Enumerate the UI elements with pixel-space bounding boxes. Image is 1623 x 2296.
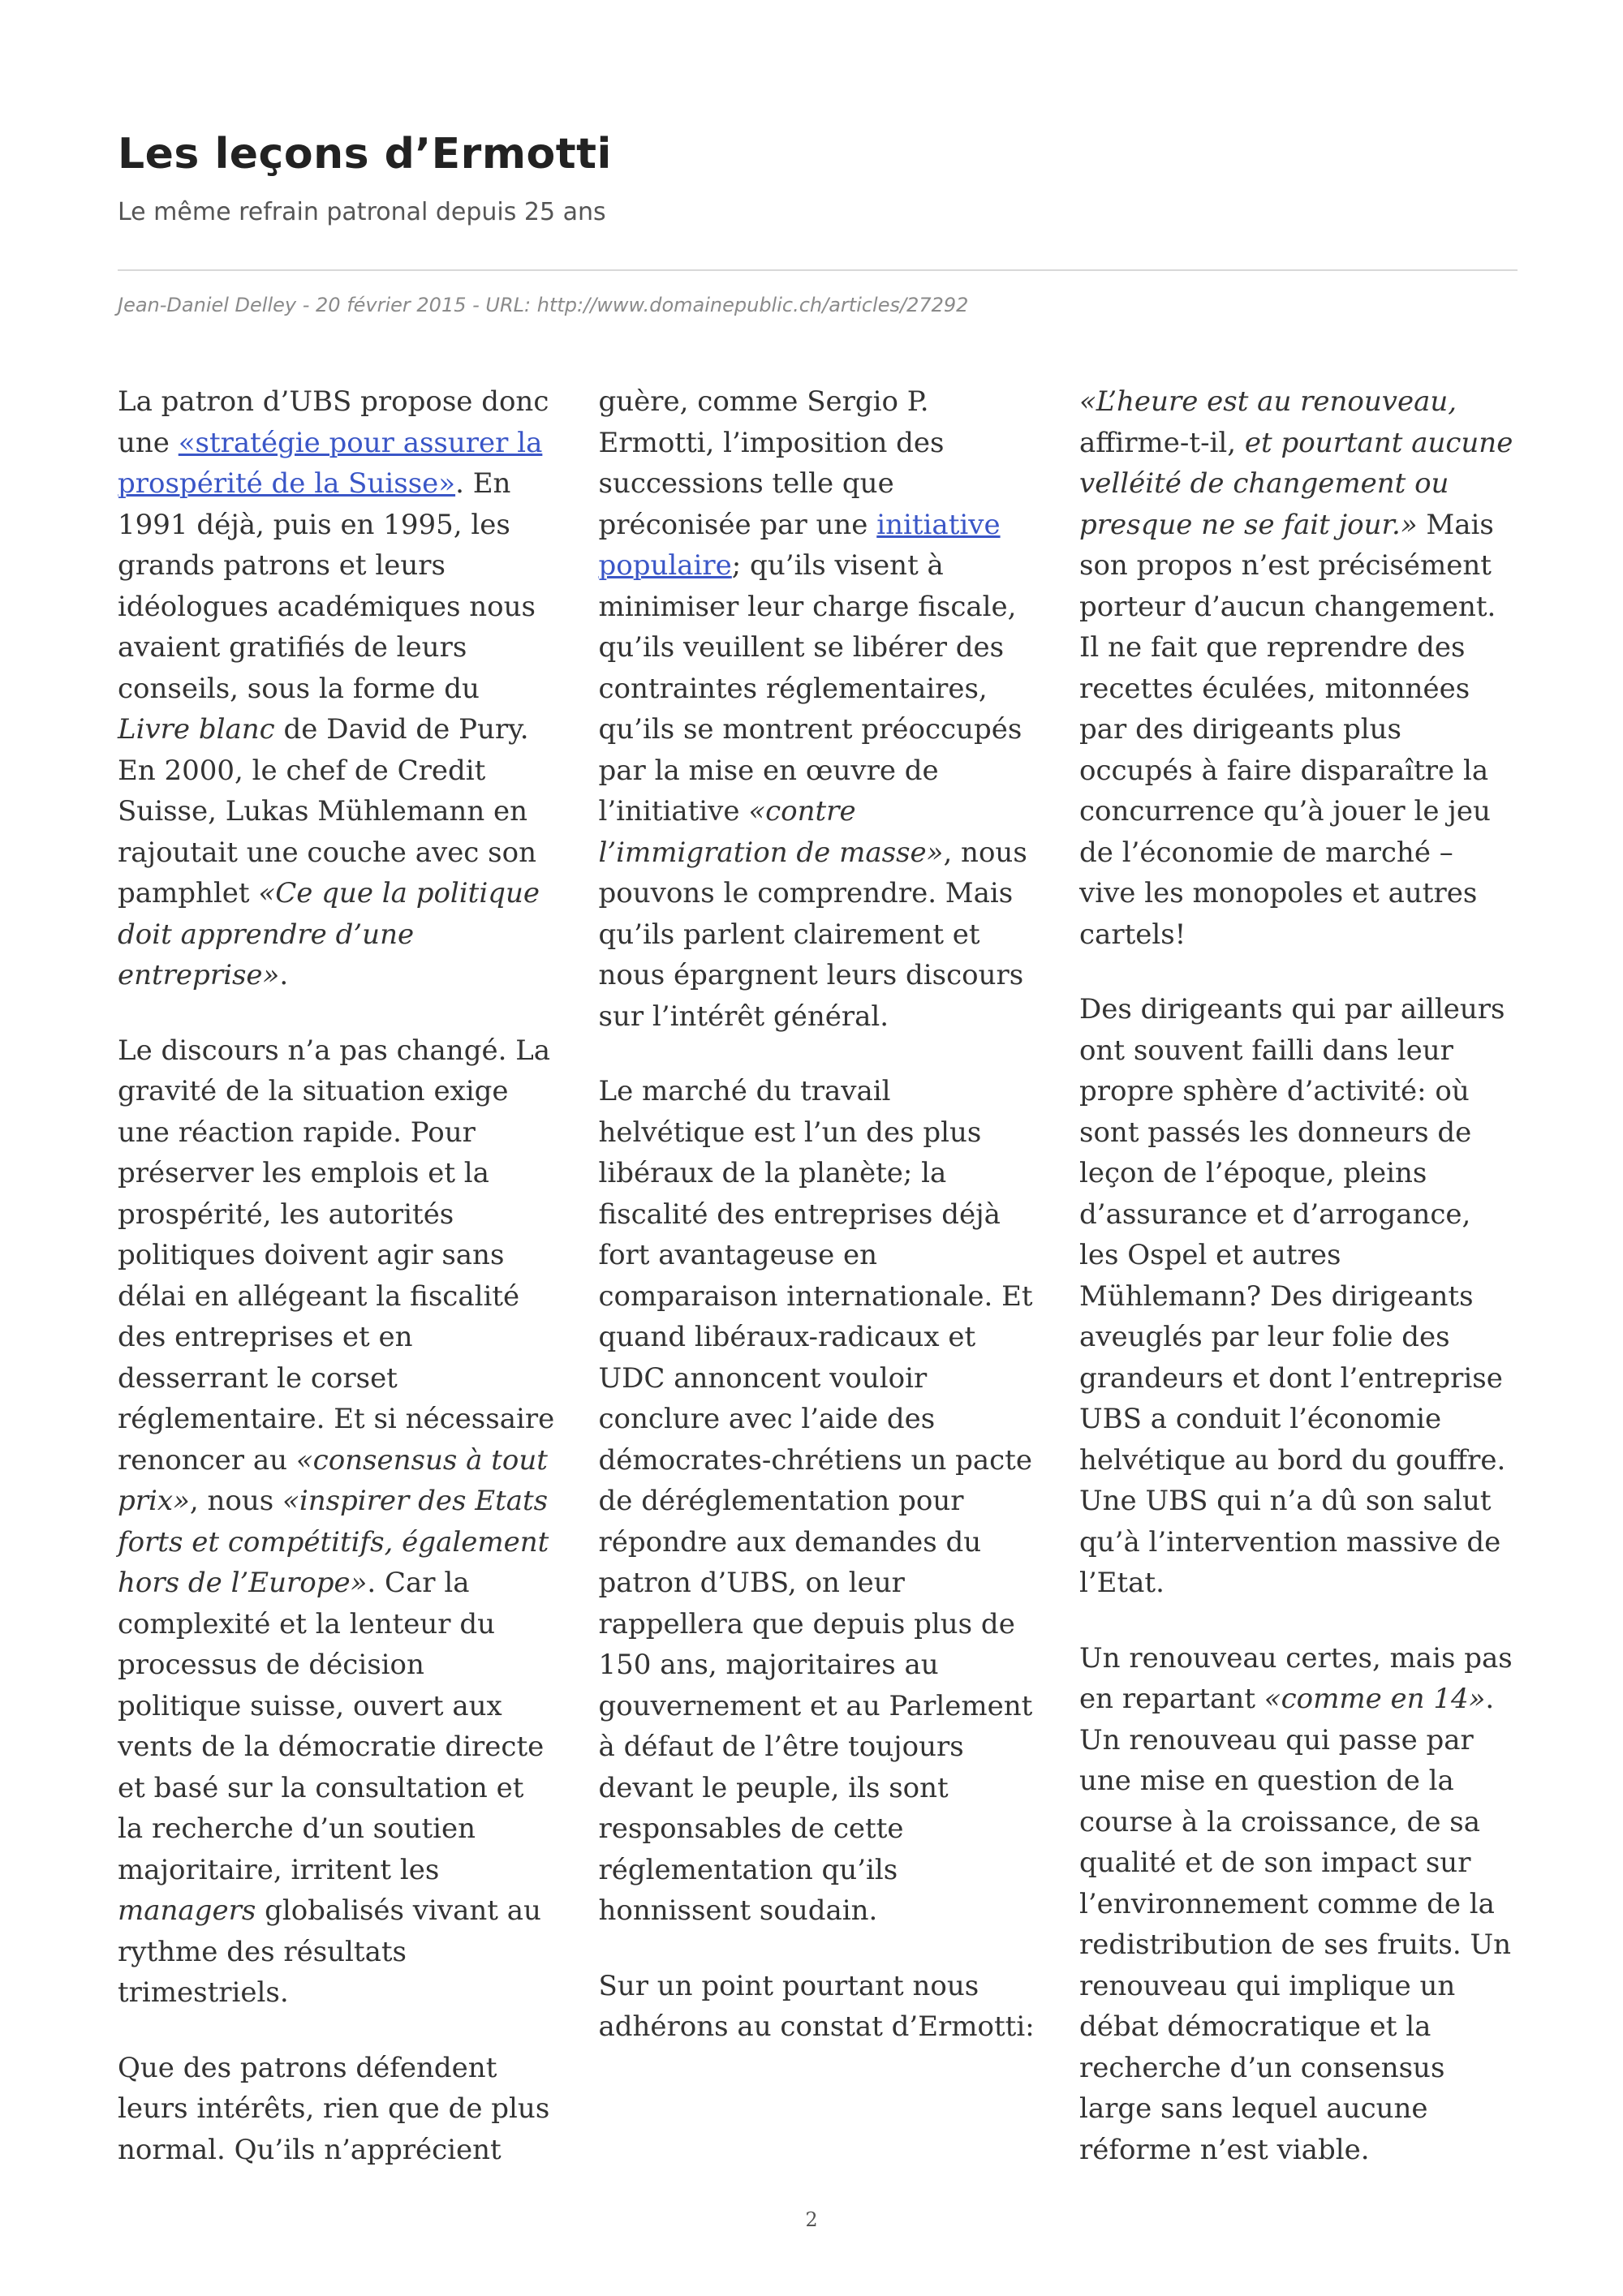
emphasis: managers bbox=[118, 1894, 256, 1927]
column-3 bbox=[1079, 381, 1518, 2166]
text-run: Mais son propos n’est précisément porteur d’aucun changement. Il ne fait que reprendre des recettes éculées, mitonnées par des dirigeants plus occupés à faire disparaître la concurrence qu’à jouer le jeu de l’économie de marché – vive les monopoles et autres cartels! bbox=[1079, 508, 1496, 951]
page-number: 2 bbox=[805, 2208, 818, 2231]
text-run: . En 1991 déjà, puis en 1995, les grands patrons et leurs idéologues académiques nous avaient gratifiés de leurs conseils, sous la forme du bbox=[118, 467, 536, 705]
text-run: globalisés vivant au rythme des résultats trimestriels. bbox=[118, 1894, 541, 2009]
text-run: de David de Pury. En 2000, le chef de Credit Suisse, Lukas Mühlemann en rajoutait une couche avec son pamphlet bbox=[118, 713, 536, 909]
strategie-link[interactable]: «stratégie pour assurer la prospérité de la Suisse» bbox=[118, 426, 543, 500]
column-2 bbox=[599, 381, 1037, 2085]
emphasis: Livre blanc bbox=[118, 713, 275, 746]
article-body bbox=[118, 381, 1518, 2166]
paragraph bbox=[1079, 1638, 1518, 2171]
text-run: . Un renouveau qui passe par une mise en question de la course à la croissance, de sa qualité et de son impact sur l’environnement comme de la redistribution de ses fruits. Un renouveau qui implique un débat démocratique et la recherche d’un consensus large sans lequel aucune réforme n’est viable. bbox=[1079, 1683, 1512, 2166]
text-run: La patron d’UBS propose donc une bbox=[118, 385, 549, 459]
quote: «comme en 14» bbox=[1264, 1683, 1486, 1715]
text-run: guère, comme Sergio P. Ermotti, l’imposition des successions telle que préconisée par une bbox=[598, 385, 945, 541]
paragraph bbox=[599, 381, 1037, 1037]
paragraph: Le marché du travail helvétique est l’un des plus libéraux de la planète; la fiscalité des entreprises déjà fort avantageuse en comparaison internationale. Et quand libéraux-radicaux et UDC annoncent vouloir conclure avec l’aide des démocrates-chrétiens un pacte de déréglementation pour répondre aux demandes du patron d’UBS, on leur rappellera que depuis plus de 150 ans, majoritaires au gouvernement et au Parlement à défaut de l’être toujours devant le peuple, ils sont responsables de cette réglementation qu’ils honnissent soudain. bbox=[598, 1075, 1033, 1927]
initiative-populaire-link[interactable]: initiative populaire bbox=[598, 508, 1001, 582]
paragraph bbox=[118, 1030, 556, 2014]
quote: «contre l’immigration de masse» bbox=[598, 795, 944, 869]
article-meta: Jean-Daniel Delley - 20 février 2015 - URL: http://www.domainepublic.ch/articles/27292 bbox=[118, 294, 969, 316]
text-run: Un renouveau certes, mais pas en repartant bbox=[1079, 1641, 1513, 1715]
paragraph: Des dirigeants qui par ailleurs ont souvent failli dans leur propre sphère d’activité: où sont passés les donneurs de leçon de l’époque, pleins d’assurance et d’arrogance, les Ospel et autres Mühlemann? Des dirigeants aveuglés par leur folie des grandeurs et dont l’entreprise UBS a conduit l’économie helvétique au bord du gouffre. Une UBS qui n’a dû son salut qu’à l’intervention massive de l’Etat. bbox=[1079, 993, 1506, 1599]
article-subtitle: Le même refrain patronal depuis 25 ans bbox=[118, 198, 606, 226]
text-run: , nous bbox=[189, 1485, 283, 1517]
paragraph: Sur un point pourtant nous adhérons au constat d’Ermotti: bbox=[598, 1969, 1035, 2043]
header-divider bbox=[118, 269, 1518, 271]
text-run: Le discours n’a pas changé. La gravité de la situation exige une réaction rapide. Pour préserver les emplois et la prospérité, les autorités politiques doivent agir sans délai en allégeant la fiscalité des entreprises et en desserrant le corset réglementaire. Et si nécessaire renoncer au bbox=[118, 1034, 555, 1477]
paragraph bbox=[118, 381, 556, 996]
article-title: Les leçons d’Ermotti bbox=[118, 130, 612, 178]
paragraph bbox=[1079, 381, 1518, 955]
text-run: . bbox=[279, 959, 289, 991]
column-1 bbox=[118, 381, 556, 2166]
paragraph: Que des patrons défendent leurs intérêts, rien que de plus normal. Qu’ils n’apprécient bbox=[118, 2051, 550, 2166]
quote: «Ce que la politique doit apprendre d’une entreprise» bbox=[118, 877, 540, 991]
quote: et pourtant aucune velléité de changement ou presque ne se fait jour.» bbox=[1079, 426, 1513, 541]
quote: «L’heure est au renouveau, bbox=[1079, 385, 1457, 418]
text-run: , nous pouvons le comprendre. Mais qu’ils parlent clairement et nous épargnent leurs discours sur l’intérêt général. bbox=[598, 836, 1027, 1033]
text-run: ; qu’ils visent à minimiser leur charge fiscale, qu’ils veuillent se libérer des contraintes réglementaires, qu’ils se montrent préoccupés par la mise en œuvre de l’initiative bbox=[598, 549, 1022, 828]
text-run: affirme-t-il, bbox=[1079, 426, 1245, 459]
quote: «consensus à tout prix» bbox=[118, 1443, 548, 1517]
text-run: . Car la complexité et la lenteur du processus de décision politique suisse, ouvert aux vents de la démocratie directe et basé sur la consultation et la recherche d’un soutien majoritaire, irritent les bbox=[118, 1567, 545, 1886]
quote: «inspirer des Etats forts et compétitifs, également hors de l’Europe» bbox=[118, 1485, 549, 1599]
